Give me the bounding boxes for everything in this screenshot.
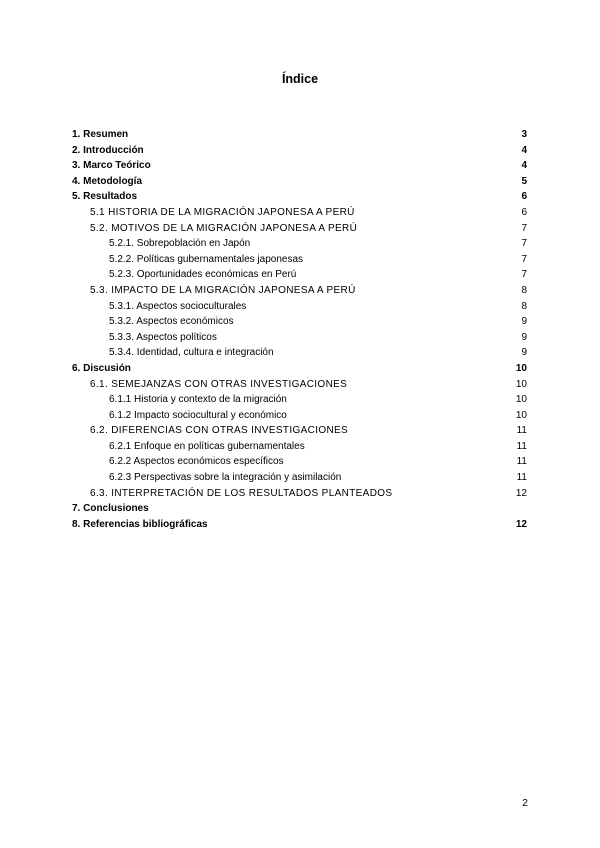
toc-entry[interactable] — [72, 127, 527, 143]
toc-entry[interactable] — [72, 454, 527, 470]
toc-entry[interactable] — [72, 361, 527, 377]
toc-entry-page: 10 — [515, 378, 527, 390]
toc-entry-page: 8 — [521, 300, 527, 312]
toc-entry-page: 12 — [515, 518, 527, 530]
toc-entry[interactable] — [72, 439, 527, 455]
toc-entry-title: 6. Discusión — [72, 362, 131, 374]
toc-entry-title: 5.3.3. Aspectos políticos — [109, 331, 217, 343]
toc-entry-page: 7 — [521, 269, 527, 281]
toc-entry-title: 6.1.2 Impacto sociocultural y económico — [109, 409, 287, 421]
toc-entry-title: 6.1. SEMEJANZAS CON OTRAS INVESTIGACIONES — [90, 378, 348, 390]
toc-entry-title: 6.2.2 Aspectos económicos específicos — [109, 456, 284, 468]
toc-entry-title: 5.3.4. Identidad, cultura e integración — [109, 347, 274, 359]
toc-entry-title: 5.3. IMPACTO DE LA MIGRACIÓN JAPONESA A PERÚ — [90, 284, 356, 296]
toc-entry-title: 6.2.3 Perspectivas sobre la integración y asimilación — [109, 472, 342, 484]
toc-entry-title: 5. Resultados — [72, 191, 138, 203]
toc-entry-page: 12 — [515, 487, 527, 499]
toc-entry-page: 10 — [515, 394, 527, 406]
toc-entry[interactable] — [72, 205, 527, 221]
toc-entry-page: 11 — [516, 440, 527, 452]
toc-entry-page: 9 — [521, 347, 527, 359]
toc-entry[interactable] — [72, 330, 527, 346]
page-title: Índice — [281, 72, 319, 86]
toc-entry-title: 4. Metodología — [72, 175, 142, 187]
toc-entry[interactable] — [72, 252, 527, 268]
toc-entry[interactable] — [72, 501, 527, 517]
toc-entry[interactable] — [72, 236, 527, 252]
toc-entry-page: 7 — [521, 222, 527, 234]
toc-entry-title: 5.2. MOTIVOS DE LA MIGRACIÓN JAPONESA A PERÚ — [90, 222, 358, 234]
toc-entry[interactable] — [72, 392, 527, 408]
toc-entry-page: 4 — [521, 144, 527, 156]
toc-entry-title: 6.2. DIFERENCIAS CON OTRAS INVESTIGACIONES — [90, 425, 349, 437]
toc-entry[interactable] — [72, 517, 527, 533]
toc-entry-page: 11 — [516, 425, 527, 437]
toc-entry[interactable] — [72, 174, 527, 190]
toc-entry-title: 6.2.1 Enfoque en políticas gubernamentales — [109, 440, 305, 452]
page-number: 2 — [522, 797, 528, 809]
toc-entry-title: 5.3.2. Aspectos económicos — [109, 316, 234, 328]
toc-entry[interactable] — [72, 486, 527, 502]
toc-entry-page: 4 — [521, 160, 527, 172]
toc-entry-page: 6 — [521, 206, 527, 218]
toc-entry-page: 7 — [521, 253, 527, 265]
toc-entry-page: 9 — [521, 316, 527, 328]
toc-entry-title: 3. Marco Teórico — [72, 160, 151, 172]
toc-entry[interactable] — [72, 345, 527, 361]
toc-entry[interactable] — [72, 221, 527, 237]
toc-entry-title: 1. Resumen — [72, 129, 129, 140]
toc-entry-page: 8 — [521, 284, 527, 296]
toc-entry[interactable] — [72, 158, 527, 174]
toc-entry[interactable] — [72, 377, 527, 393]
toc-entry-title: 5.2.2. Políticas gubernamentales japonesas — [109, 253, 304, 265]
toc-entry[interactable] — [72, 189, 527, 205]
toc-entry[interactable] — [72, 143, 527, 159]
toc-entry-title: 8. Referencias bibliográficas — [72, 518, 208, 530]
toc-entry[interactable] — [72, 408, 527, 424]
toc-entry-title: 5.2.3. Oportunidades económicas en Perú — [109, 269, 297, 281]
toc-entry-title: 5.3.1. Aspectos socioculturales — [109, 300, 247, 312]
toc-entry[interactable] — [72, 299, 527, 315]
toc-entry-title: 2. Introducción — [72, 144, 144, 156]
toc-entry[interactable] — [72, 470, 527, 486]
toc-entry[interactable] — [72, 267, 527, 283]
toc-entry-page: 10 — [515, 409, 527, 421]
toc-entry-title: 6.1.1 Historia y contexto de la migración — [109, 394, 287, 406]
toc-entry[interactable] — [72, 283, 527, 299]
toc-entry-page: 10 — [515, 362, 527, 374]
toc-entry-title: 7. Conclusiones — [72, 503, 149, 515]
toc-entry-title: 5.1 HISTORIA DE LA MIGRACIÓN JAPONESA A PERÚ — [90, 206, 355, 218]
toc-entry-page: 3 — [521, 129, 527, 140]
table-of-contents — [72, 127, 527, 532]
toc-entry-title: 5.2.1. Sobrepoblación en Japón — [109, 238, 251, 250]
toc-entry-page: 5 — [521, 175, 527, 187]
toc-entry-title: 6.3. INTERPRETACIÓN DE LOS RESULTADOS PLANTEADOS — [90, 487, 393, 499]
toc-entry[interactable] — [72, 423, 527, 439]
toc-entry-page: 11 — [516, 456, 527, 468]
toc-entry-page: 7 — [521, 238, 527, 250]
toc-entry-page: 9 — [521, 331, 527, 343]
toc-entry-page: 11 — [516, 472, 527, 484]
toc-entry[interactable] — [72, 314, 527, 330]
toc-entry-page: 6 — [521, 191, 527, 203]
